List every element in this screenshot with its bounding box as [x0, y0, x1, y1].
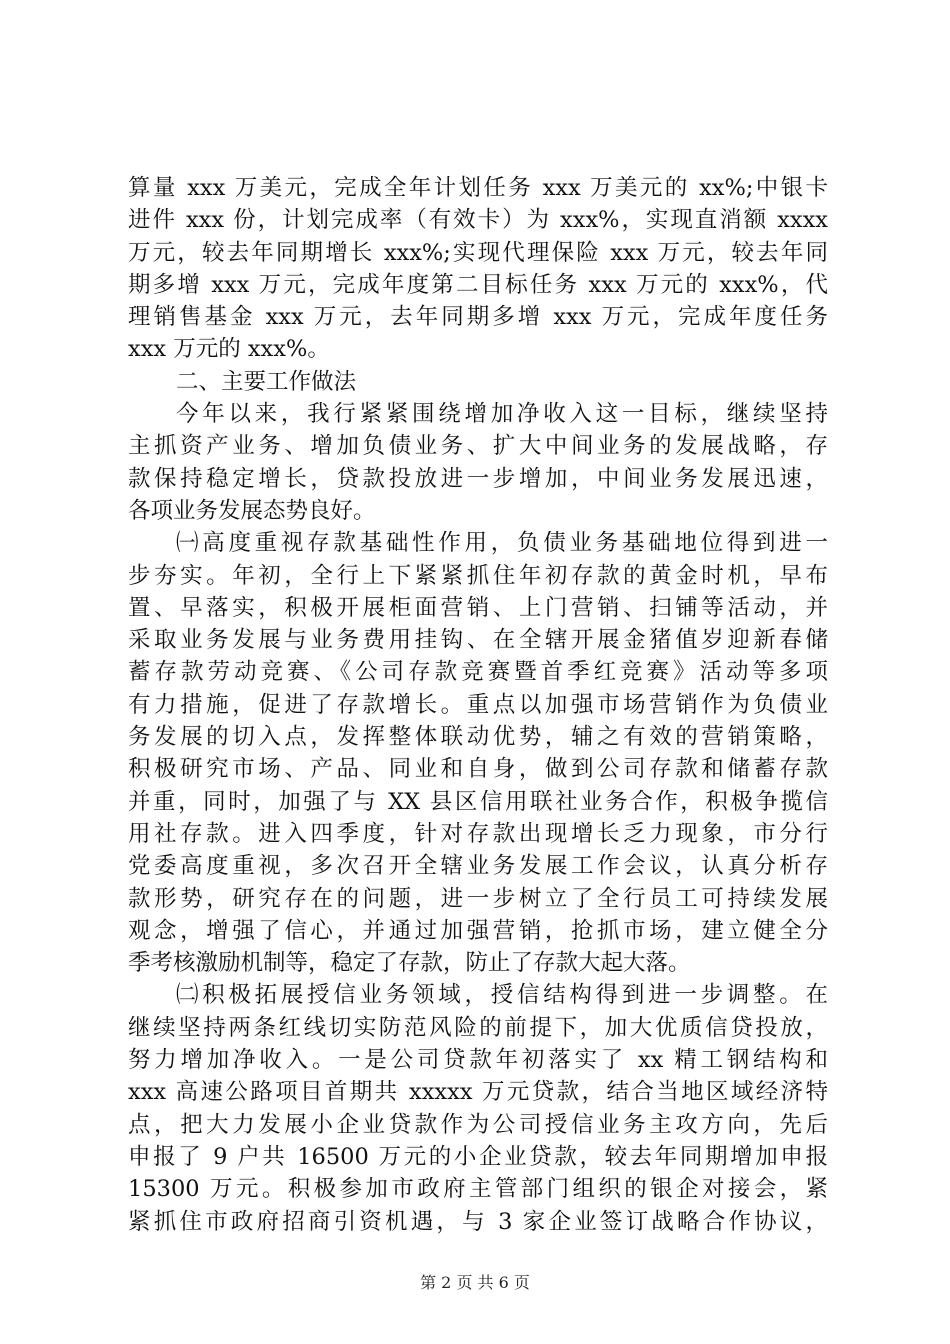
text-line: 并重，同时，加强了与 XX 县区信用联社业务合作，积极争揽信 [128, 788, 828, 815]
document-body [128, 172, 828, 1238]
text-line: 15300 万元。积极参加市政府主管部门组织的银企对接会，紧 [128, 1176, 828, 1203]
section-heading: 二、主要工作做法 [176, 368, 357, 395]
text-line: 今年以来，我行紧紧围绕增加净收入这一目标，继续坚持 [176, 401, 828, 428]
text-line: 党委高度重视，多次召开全辖业务发展工作会议，认真分析存 [128, 853, 828, 880]
text-line: 点，把大力发展小企业贷款作为公司授信业务主攻方向，先后 [128, 1111, 828, 1138]
text-line: 继续坚持两条红线切实防范风险的前提下，加大优质信贷投放， [128, 1014, 828, 1041]
text-line: 用社存款。进入四季度，针对存款出现增长乏力现象，市分行 [128, 820, 828, 847]
text-line: xxx 万元的 xxx%。 [128, 336, 330, 363]
text-line: 步夯实。年初，全行上下紧紧抓住年初存款的黄金时机，早布 [128, 562, 828, 589]
text-line: 主抓资产业务、增加负债业务、扩大中间业务的发展战略，存 [128, 433, 828, 460]
text-line: 款保持稳定增长，贷款投放进一步增加，中间业务发展迅速， [128, 465, 828, 492]
text-line: 万元，较去年同期增长 xxx%;实现代理保险 xxx 万元，较去年同 [128, 239, 828, 266]
text-line: ㈠高度重视存款基础性作用，负债业务基础地位得到进一 [176, 530, 828, 557]
text-line: 务发展的切入点，发挥整体联动优势，辅之有效的营销策略， [128, 724, 828, 751]
text-line: 积极研究市场、产品、同业和自身，做到公司存款和储蓄存款 [128, 756, 828, 783]
text-line: ㈡积极拓展授信业务领域，授信结构得到进一步调整。在 [176, 982, 828, 1009]
text-line: 努力增加净收入。一是公司贷款年初落实了 xx 精工钢结构和 [128, 1047, 828, 1074]
text-line: 置、早落实，积极开展柜面营销、上门营销、扫铺等活动，并 [128, 594, 828, 621]
text-line: 算量 xxx 万美元，完成全年计划任务 xxx 万美元的 xx%;中银卡 [128, 175, 828, 201]
text-line: 季考核激励机制等，稳定了存款，防止了存款大起大落。 [128, 950, 691, 977]
page-number-footer: 第 2 页 共 6 页 [420, 1273, 530, 1292]
text-line: 进件 xxx 份，计划完成率（有效卡）为 xxx%，实现直消额 xxxx [128, 207, 828, 234]
text-line: 款形势，研究存在的问题，进一步树立了全行员工可持续发展 [128, 885, 828, 912]
text-line: 各项业务发展态势良好。 [128, 497, 376, 524]
text-line: 采取业务发展与业务费用挂钩、在全辖开展金猪值岁迎新春储 [128, 627, 828, 654]
text-line: xxx 高速公路项目首期共 xxxxx 万元贷款，结合当地区域经济特 [128, 1079, 828, 1106]
text-line: 观念，增强了信心，并通过加强营销，抢抓市场，建立健全分 [128, 917, 828, 944]
text-line: 申报了 9 户共 16500 万元的小企业贷款，较去年同期增加申报 [128, 1143, 828, 1170]
text-line: 期多增 xxx 万元，完成年度第二目标任务 xxx 万元的 xxx%，代 [128, 271, 828, 298]
text-line: 理销售基金 xxx 万元，去年同期多增 xxx 万元，完成年度任务 [128, 304, 828, 331]
text-line: 蓄存款劳动竞赛、《公司存款竞赛暨首季红竞赛》活动等多项 [128, 659, 828, 686]
text-line: 紧抓住市政府招商引资机遇，与 3 家企业签订战略合作协议， [128, 1208, 828, 1235]
text-line: 有力措施，促进了存款增长。重点以加强市场营销作为负债业 [128, 691, 828, 718]
